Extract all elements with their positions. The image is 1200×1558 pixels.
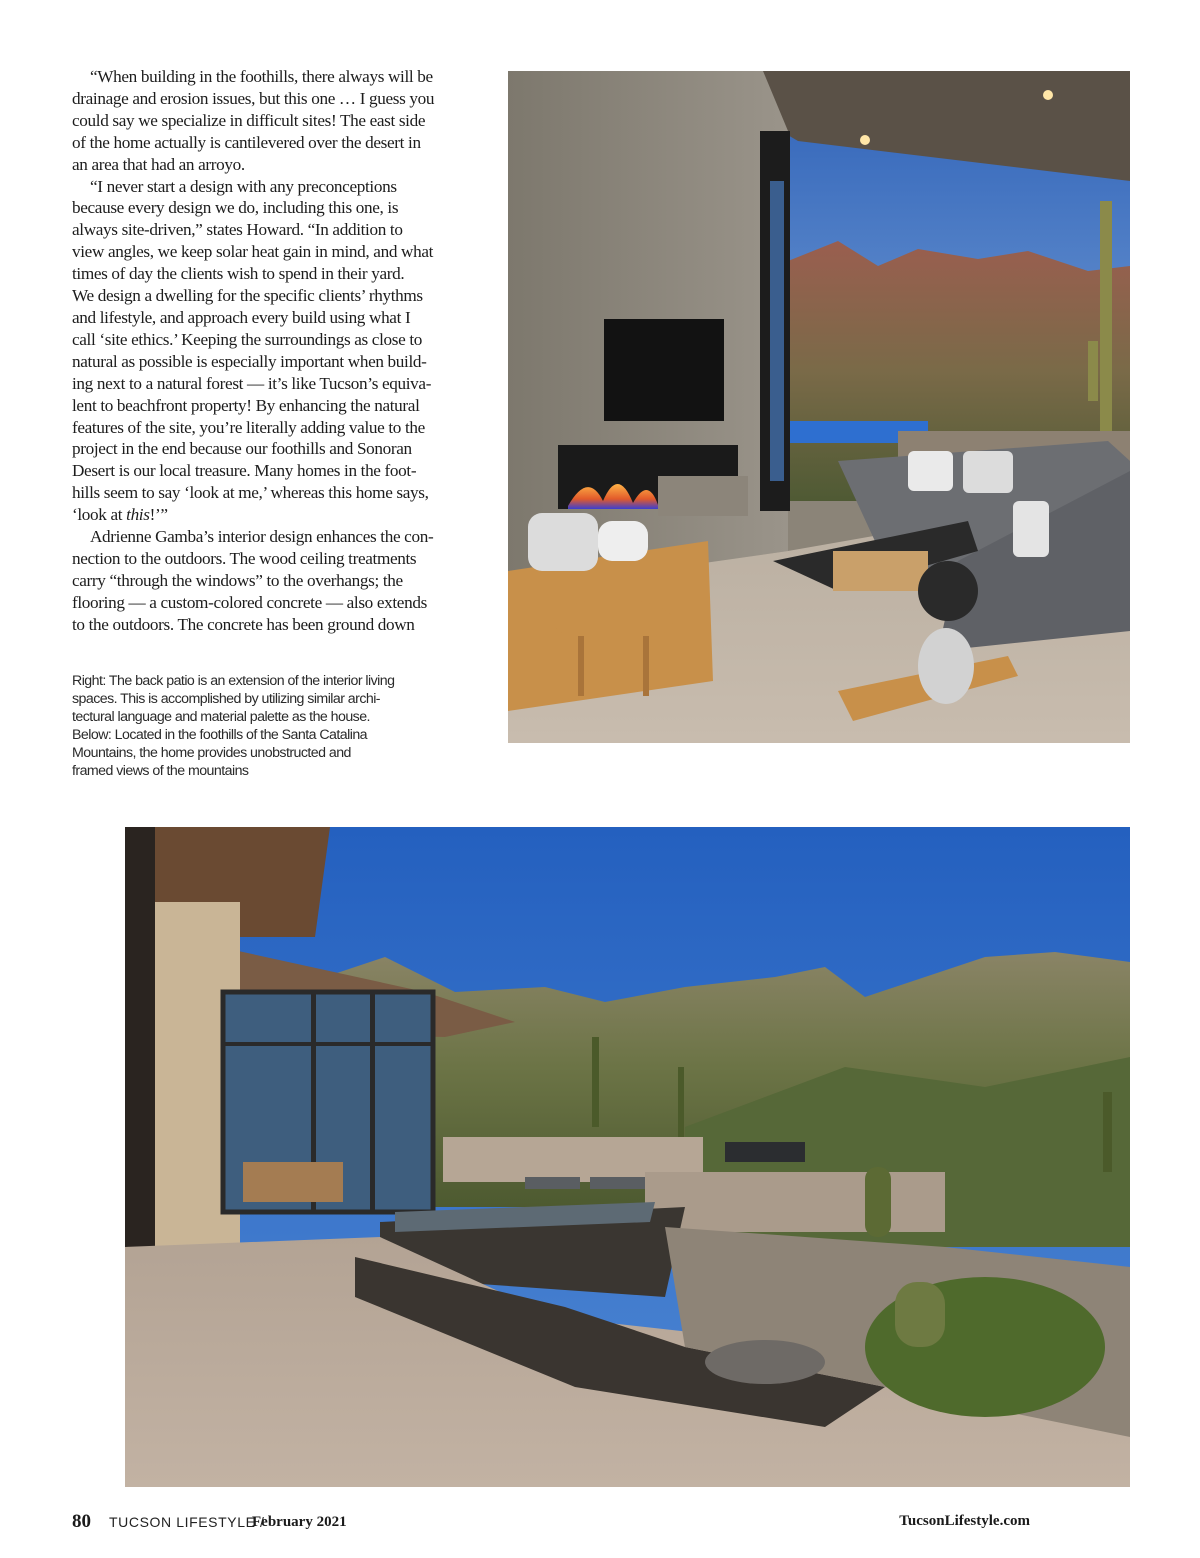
text-line: to the outdoors. The concrete has been ground down — [72, 614, 415, 634]
page-footer — [72, 1511, 1030, 1537]
exterior-illustration — [125, 827, 1130, 1487]
ceiling-light — [860, 135, 870, 145]
lounge-chair — [525, 1177, 580, 1189]
text-line: We design a dwelling for the specific clients’ rhythms — [72, 286, 423, 306]
text-line: ing next to a natural forest — it’s like Tucson’s equiva- — [72, 373, 432, 393]
text-line: lent to beachfront property! By enhancing the natural — [72, 395, 420, 415]
quote-open: ‘look at — [72, 505, 127, 525]
publication-name: TUCSON LIFESTYLE / — [109, 1514, 265, 1530]
side-table-leg — [578, 636, 584, 696]
interior-bed — [243, 1162, 343, 1202]
television — [604, 319, 724, 421]
text-line: project in the end because our foothills and Sonoran — [72, 439, 412, 459]
text-line: Desert is our local treasure. Many homes in the foot- — [72, 461, 417, 481]
exterior-photo — [125, 827, 1130, 1487]
text-line: and lifestyle, and approach every build using what I — [72, 307, 411, 327]
barrel-cactus — [895, 1282, 945, 1347]
dark-flower-arrangement — [918, 561, 978, 621]
outdoor-seating — [725, 1142, 805, 1162]
caption-line: Mountains, the home provides unobstructed and — [72, 745, 351, 761]
boulder — [705, 1340, 825, 1384]
photo-caption — [72, 672, 472, 780]
text-line: “I never start a design with any preconceptions — [90, 176, 397, 196]
caption-line: tectural language and material palette as the house. — [72, 709, 370, 725]
ceiling-light — [1043, 90, 1053, 100]
retaining-wall — [645, 1172, 945, 1232]
chair-cushion — [598, 521, 648, 561]
barrel-cactus — [865, 1167, 891, 1237]
side-table — [553, 599, 673, 643]
throw-pillow — [1013, 501, 1049, 557]
text-line: “When building in the foothills, there always will be — [90, 67, 433, 86]
text-line: nection to the outdoors. The wood ceiling treatments — [72, 548, 417, 568]
text-line: of the home actually is cantilevered over the desert in — [72, 132, 421, 152]
text-line: Adrienne Gamba’s interior design enhances the con- — [90, 527, 434, 547]
text-line: flooring — a custom-colored concrete — also extends — [72, 592, 427, 612]
text-line: call ‘site ethics.’ Keeping the surroundings as close to — [72, 329, 422, 349]
article-paragraph — [72, 526, 476, 636]
throw-pillow — [963, 451, 1013, 493]
article-paragraph — [72, 66, 476, 176]
caption-line: framed views of the mountains — [72, 763, 249, 779]
text-line: hills seem to say ‘look at me,’ whereas this home says, — [72, 483, 429, 503]
text-line: features of the site, you’re literally adding value to the — [72, 417, 425, 437]
text-line: always site-driven,” states Howard. “In addition to — [72, 220, 403, 240]
chair-cushion — [528, 513, 598, 571]
quote-close: !’” — [149, 505, 168, 525]
text-line: drainage and erosion issues, but this one … I guess you — [72, 88, 435, 108]
text-line: could say we specialize in difficult sites! The east side — [72, 110, 426, 130]
issue-date: February 2021 — [252, 1514, 347, 1530]
text-line: times of day the clients wish to spend in their yard. — [72, 264, 405, 284]
side-table-leg — [643, 636, 649, 696]
article-paragraph — [72, 176, 476, 527]
text-line — [72, 505, 168, 524]
window-mullion — [370, 992, 375, 1212]
window-glass — [770, 181, 784, 481]
hearth-ledge — [658, 476, 748, 516]
text-line: carry “through the windows” to the overhangs; the — [72, 570, 403, 590]
page-number: 80 — [72, 1511, 91, 1532]
saguaro-cactus — [678, 1067, 684, 1137]
text-line: natural as possible is especially important when build- — [72, 351, 427, 371]
patio-photo — [508, 71, 1130, 743]
text-line: an area that had an arroyo. — [72, 154, 245, 174]
saguaro-cactus — [592, 1037, 599, 1127]
italic-word: this — [126, 505, 150, 525]
article-body — [72, 66, 476, 636]
lounge-chair — [590, 1177, 645, 1189]
patio-illustration — [508, 71, 1130, 743]
caption-line: spaces. This is accomplished by utilizing similar archi- — [72, 691, 380, 707]
text-line: view angles, we keep solar heat gain in mind, and what — [72, 242, 434, 262]
saguaro-cactus — [1103, 1092, 1112, 1172]
caption-line: Below: Located in the foothills of the Santa Catalina — [72, 727, 368, 743]
caption-line: Right: The back patio is an extension of the interior living — [72, 673, 395, 689]
vase — [918, 628, 974, 704]
cactus-arm — [1088, 341, 1098, 401]
coffee-table-wood — [833, 551, 928, 591]
text-line: because every design we do, including this one, is — [72, 198, 399, 218]
throw-pillow — [908, 451, 953, 491]
window-transom — [223, 1042, 433, 1046]
saguaro-cactus — [1100, 201, 1112, 431]
website-url: TucsonLifestyle.com — [899, 1513, 1030, 1529]
